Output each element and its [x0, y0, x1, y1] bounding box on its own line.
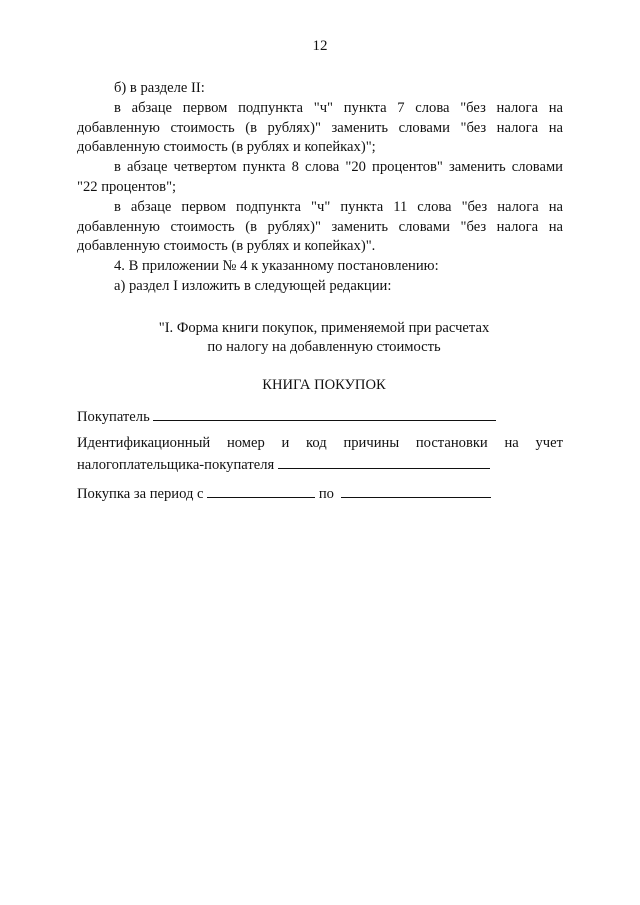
inn-input-line[interactable]	[278, 454, 490, 469]
period-to-input-line[interactable]	[341, 483, 491, 498]
paragraph-section-i: а) раздел I изложить в следующей редакции:	[114, 277, 392, 294]
buyer-input-line[interactable]	[153, 406, 496, 421]
period-field-line	[77, 483, 563, 505]
inn-field-line-2	[77, 454, 563, 476]
inn-label-line-1: Идентификационный номер и код причины постановки на учет	[77, 435, 563, 452]
paragraph-section-ii: б) в разделе II:	[114, 80, 205, 96]
form-title-line-2: по налогу на добавленную стоимость	[207, 339, 441, 356]
page-number: 12	[312, 38, 328, 54]
buyer-field-line	[77, 406, 563, 428]
period-field	[77, 483, 563, 505]
book-title: КНИГА ПОКУПОК	[262, 376, 386, 393]
paragraph-appendix-4: 4. В приложении № 4 к указанному постановлению:	[114, 258, 439, 275]
buyer-field	[77, 406, 563, 428]
inn-label-line-2: налогоплательщика-покупателя	[77, 457, 275, 474]
form-title-line-1: "I. Форма книги покупок, применяемой при расчетах	[158, 319, 490, 336]
period-label: Покупка за период с	[77, 485, 204, 502]
paragraph-item-7: в абзаце первом подпункта "ч" пункта 7 слова "без налога на добавленную стоимость (в рублях)" заменить словами "без налога на добавленную стоимость (в рублях и копейках)";	[77, 99, 563, 156]
buyer-label: Покупатель	[77, 408, 150, 425]
period-from-input-line[interactable]	[207, 483, 315, 498]
inn-field	[77, 434, 563, 476]
paragraph-item-11: в абзаце первом подпункта "ч" пункта 11 слова "без налога на добавленную стоимость (в рублях)" заменить словами "без налога на добавленную стоимость (в рублях и копейках)".	[77, 198, 563, 255]
form-title	[77, 319, 563, 358]
document-body	[77, 79, 563, 505]
paragraph-item-8: в абзаце четвертом пункта 8 слова "20 процентов" заменить словами "22 процентов";	[77, 159, 563, 195]
period-to-label: по	[318, 485, 334, 502]
